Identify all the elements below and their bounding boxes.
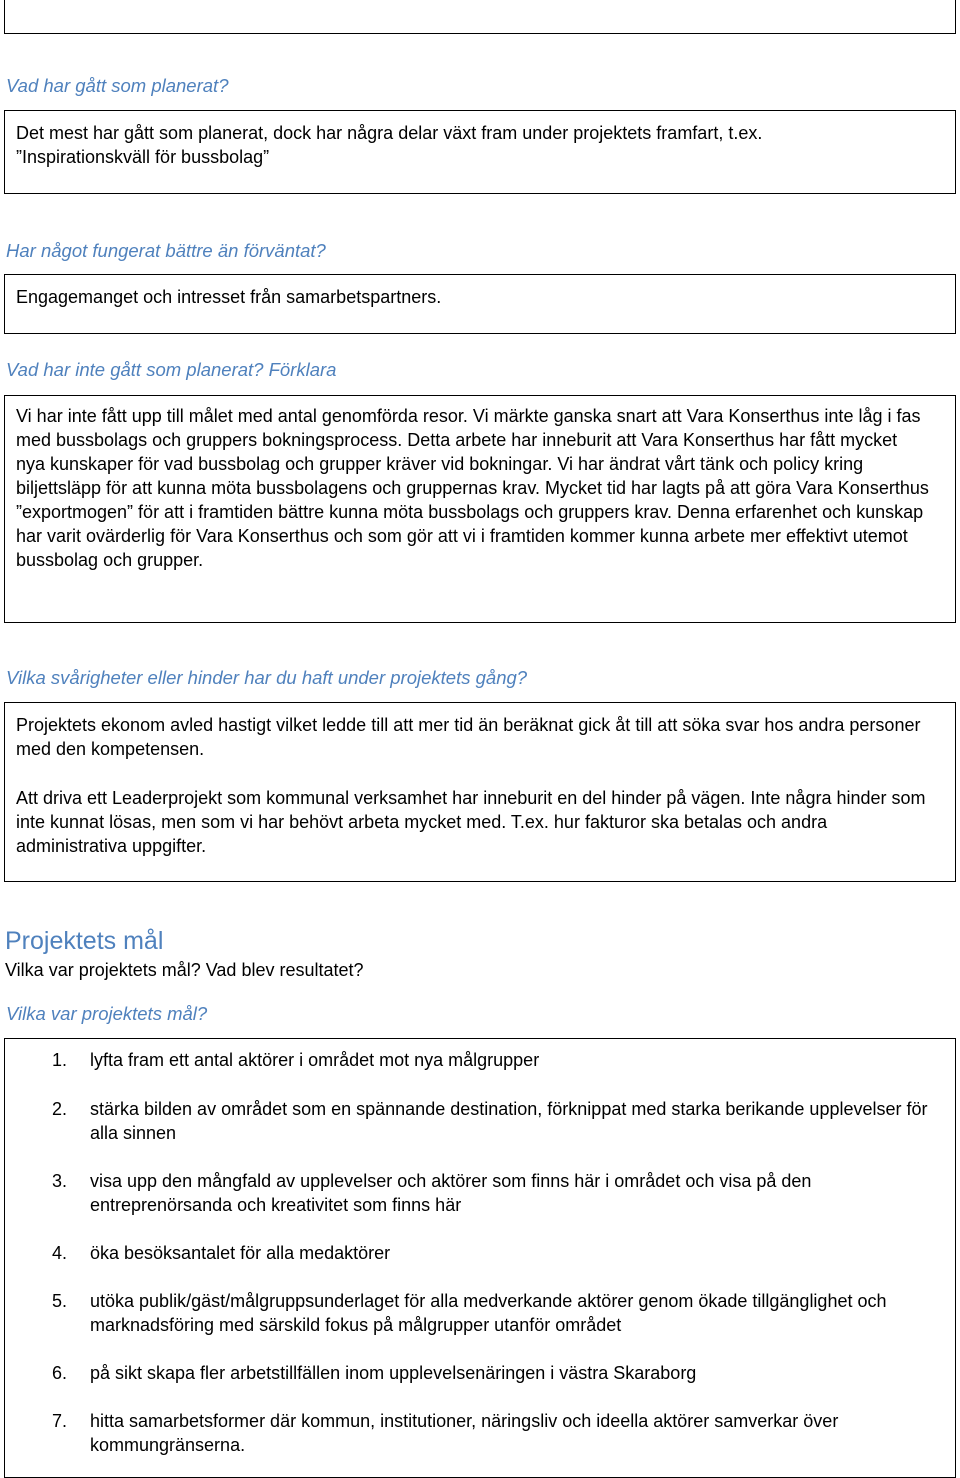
heading-not-planned: Vad har inte gått som planerat? Förklara: [6, 359, 337, 380]
answer-box-better: [4, 274, 956, 334]
goal-number: 1.: [52, 1050, 68, 1070]
goal-text: öka besöksantalet för alla medaktörer: [90, 1243, 391, 1263]
heading-difficulties: Vilka svårigheter eller hinder har du haft under projektets gång?: [6, 667, 528, 688]
goal-text: utöka publik/gäst/målgruppsunderlaget för alla medverkande aktörer genom ökade tillgänglighet och marknadsföring med särskild fokus på målgrupper utanför området: [90, 1291, 887, 1335]
goal-text: hitta samarbetsformer där kommun, institutioner, näringsliv och ideella aktörer samverkar över kommungränserna.: [90, 1411, 839, 1455]
goal-number: 3.: [52, 1171, 68, 1191]
answer-difficulties-p1: Projektets ekonom avled hastigt vilket ledde till att mer tid än beräknat gick åt till att söka svar hos andra personer med den kompetensen.: [16, 715, 921, 759]
heading-goals: Vilka var projektets mål?: [6, 1003, 208, 1024]
goal-number: 5.: [52, 1291, 68, 1311]
heading-better: Har något fungerat bättre än förväntat?: [6, 240, 326, 261]
goal-text: på sikt skapa fler arbetstillfällen inom upplevelsenäringen i västra Skaraborg: [90, 1363, 697, 1383]
heading-planned: Vad har gått som planerat?: [6, 75, 229, 96]
answer-box-planned: [4, 110, 956, 194]
answer-box-difficulties: [4, 702, 956, 882]
answer-planned: Det mest har gått som planerat, dock har några delar växt fram under projektets framfart, t.ex. ”Inspirationskväll för bussbolag”: [16, 123, 763, 167]
empty-answer-box: [4, 0, 956, 34]
section-title-goals: Projektets mål: [5, 927, 164, 955]
goals-subtitle: Vilka var projektets mål? Vad blev resultatet?: [5, 960, 364, 980]
answer-better: Engagemanget och intresset från samarbetspartners.: [16, 287, 442, 307]
goal-number: 7.: [52, 1411, 68, 1431]
answer-difficulties-p2: Att driva ett Leaderprojekt som kommunal verksamhet har inneburit en del hinder på vägen. Inte några hinder som inte kunnat lösas, men som vi har behövt arbeta mycket med. T.ex. hur fakturor ska betalas och andra administrativa uppgifter.: [16, 788, 926, 856]
goal-number: 4.: [52, 1243, 68, 1263]
answer-box-not-planned: [4, 395, 956, 623]
goal-text: stärka bilden av området som en spännande destination, förknippat med starka berikande upplevelser för alla sinnen: [90, 1099, 928, 1143]
goal-text: visa upp den mångfald av upplevelser och aktörer som finns här i området och visa på den entreprenörsanda och kreativitet som finns här: [90, 1171, 812, 1215]
answer-not-planned: Vi har inte fått upp till målet med antal genomförda resor. Vi märkte ganska snart att Vara Konserthus inte låg i fas med bussbolags och gruppers bokningsprocess. Detta arbete har inneburit att Vara Konserthus har fått mycket nya kunskaper för vad bussbolag och grupper kräver vid bokningar. Vi har ändrat vårt tänk och policy kring biljettsläpp för att kunna möta bussbolagens och gruppernas krav. Mycket tid har lagts på att göra Vara Konserthus ”exportmogen” för att i framtiden bättre kunna möta bussbolags och gruppers krav. Denna erfarenhet och kunskap har varit ovärderlig för Vara Konserthus och som gör att vi i framtiden kommer kunna arbete mer effektivt utemot bussbolag och grupper.: [16, 406, 929, 570]
goal-number: 6.: [52, 1363, 68, 1383]
goal-text: lyfta fram ett antal aktörer i området mot nya målgrupper: [90, 1050, 540, 1070]
goal-number: 2.: [52, 1099, 68, 1119]
